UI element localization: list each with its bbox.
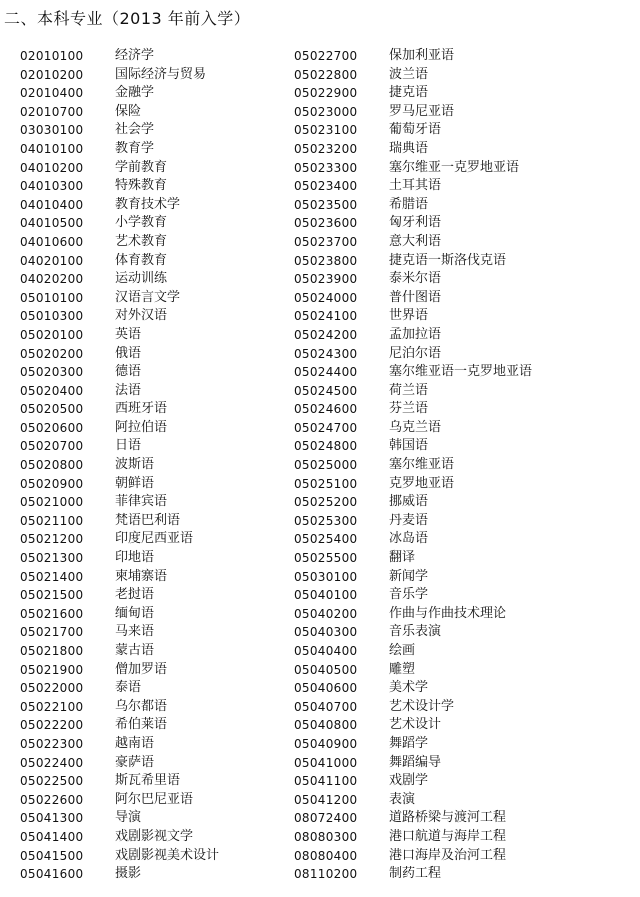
major-code: 05025200 [294, 495, 358, 510]
major-name: 波兰语 [389, 66, 429, 82]
major-row [294, 140, 532, 159]
major-row [294, 698, 532, 717]
major-name: 僧加罗语 [115, 661, 168, 677]
major-name: 学前教育 [115, 159, 168, 175]
major-name: 捷克语一斯洛伐克语 [389, 252, 507, 268]
major-row [294, 270, 532, 289]
major-name: 塞尔维亚语 [389, 457, 455, 473]
major-row [20, 791, 219, 810]
major-row [294, 679, 532, 698]
major-code: 05021200 [20, 532, 84, 547]
major-code: 05023200 [294, 141, 358, 156]
major-name: 国际经济与贸易 [115, 66, 207, 82]
major-row [294, 214, 532, 233]
major-name: 葡萄牙语 [389, 122, 442, 138]
major-name: 丹麦语 [389, 512, 429, 528]
major-name: 法语 [115, 382, 142, 398]
major-code: 05024700 [294, 420, 358, 435]
major-name: 表演 [389, 791, 416, 807]
major-row [294, 772, 532, 791]
major-name: 特殊教育 [115, 178, 168, 194]
major-name: 日语 [115, 438, 142, 454]
major-code: 05040700 [294, 699, 358, 714]
major-name: 体育教育 [115, 252, 168, 268]
major-name: 蒙古语 [115, 643, 155, 658]
major-row [294, 121, 532, 140]
major-name: 朝鲜语 [115, 475, 155, 491]
major-row [294, 623, 532, 642]
major-row [20, 214, 219, 233]
major-code: 05023600 [294, 216, 358, 231]
major-name: 芬兰语 [389, 401, 429, 417]
major-code: 05022700 [294, 49, 358, 63]
major-name: 运动训练 [115, 271, 168, 287]
major-name: 金融学 [115, 85, 155, 101]
major-code: 05024200 [294, 327, 358, 342]
major-name: 艺术设计 [389, 717, 442, 733]
major-code: 05021900 [20, 662, 84, 677]
major-row [20, 66, 219, 85]
major-code: 04010600 [20, 234, 84, 249]
major-name: 绘画 [389, 643, 416, 658]
major-name: 翻译 [389, 550, 416, 566]
major-row [294, 754, 532, 773]
major-name: 艺术设计学 [389, 698, 455, 714]
major-name: 梵语巴利语 [115, 512, 181, 528]
major-code: 08080400 [294, 848, 358, 863]
major-name: 音乐学 [389, 587, 429, 603]
major-code: 05020500 [20, 402, 84, 417]
major-code: 05022200 [20, 718, 84, 733]
major-code: 05024500 [294, 383, 358, 398]
major-name: 导演 [115, 810, 142, 826]
major-code: 05024400 [294, 365, 358, 380]
major-row [20, 568, 219, 587]
major-row [20, 140, 219, 159]
major-row [20, 289, 219, 308]
major-code: 05022800 [294, 67, 358, 82]
major-row [294, 345, 532, 364]
major-name: 罗马尼亚语 [389, 103, 455, 119]
major-row [294, 437, 532, 456]
major-row [20, 605, 219, 624]
major-row [294, 549, 532, 568]
major-name: 保险 [115, 103, 142, 119]
major-row [20, 270, 219, 289]
major-row [294, 326, 532, 345]
major-row [294, 568, 532, 587]
major-code: 05024600 [294, 402, 358, 417]
major-name: 道路桥梁与渡河工程 [389, 810, 507, 826]
major-name: 捷克语 [389, 85, 429, 101]
major-name: 马来语 [115, 624, 155, 640]
major-row [294, 307, 532, 326]
major-name: 印地语 [115, 550, 155, 566]
major-row [20, 326, 219, 345]
major-name: 泰语 [115, 680, 142, 696]
major-name: 塞尔维亚一克罗地亚语 [389, 159, 520, 175]
major-name: 美术学 [389, 680, 429, 696]
major-row [294, 382, 532, 401]
major-code: 05040900 [294, 736, 358, 751]
major-code: 05021500 [20, 588, 84, 603]
major-code: 05040500 [294, 662, 358, 677]
major-name: 俄语 [115, 345, 142, 361]
major-row [294, 847, 532, 866]
major-row [294, 716, 532, 735]
major-code: 05020900 [20, 476, 84, 491]
major-code: 05041400 [20, 829, 84, 844]
major-code: 05041000 [294, 755, 358, 770]
major-name: 社会学 [115, 122, 155, 138]
major-row [20, 642, 219, 661]
major-row [20, 865, 219, 884]
major-name: 韩国语 [389, 438, 429, 454]
major-row [20, 419, 219, 438]
major-row [294, 289, 532, 308]
major-row [20, 252, 219, 271]
major-name: 英语 [115, 326, 142, 342]
major-code: 05020400 [20, 383, 84, 398]
major-code: 05025100 [294, 476, 358, 491]
major-row [20, 437, 219, 456]
major-row [20, 847, 219, 866]
major-name: 汉语言文学 [115, 289, 181, 305]
major-code: 05023700 [294, 234, 358, 249]
major-row [294, 252, 532, 271]
major-code: 05021000 [20, 495, 84, 510]
major-code: 05020600 [20, 420, 84, 435]
major-name: 作曲与作曲技术理论 [389, 605, 507, 621]
major-code: 05022500 [20, 774, 84, 789]
major-row [294, 159, 532, 178]
major-name: 阿拉伯语 [115, 419, 168, 435]
major-row [294, 66, 532, 85]
major-name: 荷兰语 [389, 382, 429, 398]
major-row [20, 103, 219, 122]
major-code: 05023900 [294, 272, 358, 287]
major-code: 05021800 [20, 644, 84, 658]
major-row [20, 159, 219, 178]
major-name: 乌尔都语 [115, 698, 168, 714]
major-code: 02010400 [20, 86, 84, 101]
major-code: 05025400 [294, 532, 358, 547]
major-name: 冰岛语 [389, 531, 429, 547]
major-name: 老挝语 [115, 587, 155, 603]
major-row [294, 661, 532, 680]
major-code: 05022100 [20, 699, 84, 714]
major-row [294, 642, 532, 661]
major-row [20, 661, 219, 680]
major-code: 05021700 [20, 625, 84, 640]
major-row [20, 549, 219, 568]
major-row [20, 512, 219, 531]
major-row [20, 345, 219, 364]
major-name: 泰米尔语 [389, 271, 442, 287]
major-code: 05024100 [294, 309, 358, 324]
major-row [294, 512, 532, 531]
major-code: 05022900 [294, 86, 358, 101]
major-code: 05041600 [20, 867, 84, 882]
major-row [294, 84, 532, 103]
major-row [294, 865, 532, 884]
major-name: 雕塑 [389, 661, 416, 677]
major-row [294, 363, 532, 382]
major-name: 斯瓦希里语 [115, 773, 181, 789]
major-code: 05025500 [294, 551, 358, 566]
major-name: 音乐表演 [389, 624, 442, 640]
major-code: 08080300 [294, 829, 358, 844]
major-code: 05022600 [20, 792, 84, 807]
major-row [294, 586, 532, 605]
major-row [294, 809, 532, 828]
major-name: 缅甸语 [115, 605, 155, 621]
major-name: 普什图语 [389, 289, 442, 305]
major-code: 02010100 [20, 49, 84, 63]
major-name: 柬埔寨语 [115, 568, 168, 584]
major-list-left [20, 47, 219, 884]
major-code: 05022000 [20, 681, 84, 696]
major-row [294, 475, 532, 494]
major-code: 05041200 [294, 792, 358, 807]
major-name: 制药工程 [389, 866, 442, 882]
major-name: 希伯莱语 [115, 717, 168, 733]
major-code: 05021600 [20, 606, 84, 621]
major-row [294, 177, 532, 196]
major-code: 02010200 [20, 67, 84, 82]
major-row [294, 828, 532, 847]
major-code: 08110200 [294, 867, 358, 882]
major-name: 保加利亚语 [389, 48, 455, 63]
major-name: 印度尼西亚语 [115, 531, 194, 547]
major-code: 05020200 [20, 346, 84, 361]
major-name: 戏剧影视美术设计 [115, 847, 220, 863]
major-row [294, 196, 532, 215]
major-name: 孟加拉语 [389, 326, 442, 342]
major-row [20, 623, 219, 642]
major-code: 05022300 [20, 736, 84, 751]
major-code: 05041100 [294, 774, 358, 789]
major-code: 05024300 [294, 346, 358, 361]
major-row [294, 400, 532, 419]
major-name: 摄影 [115, 866, 142, 882]
major-row [20, 828, 219, 847]
major-code: 04020100 [20, 253, 84, 268]
major-name: 德语 [115, 364, 142, 380]
major-name: 世界语 [389, 308, 429, 324]
major-code: 05021400 [20, 569, 84, 584]
major-name: 西班牙语 [115, 401, 168, 417]
major-code: 05023800 [294, 253, 358, 268]
major-row [20, 177, 219, 196]
major-row [294, 456, 532, 475]
section-heading: 二、本科专业（2013 年前入学） [4, 9, 251, 28]
major-name: 舞蹈编导 [389, 754, 442, 770]
major-code: 05041500 [20, 848, 84, 863]
major-name: 豪萨语 [115, 754, 155, 770]
major-code: 05020800 [20, 458, 84, 473]
major-row [294, 419, 532, 438]
major-code: 05020700 [20, 439, 84, 454]
major-code: 05040300 [294, 625, 358, 640]
major-code: 04010100 [20, 141, 84, 156]
major-code: 05023400 [294, 179, 358, 194]
major-row [20, 84, 219, 103]
major-row [20, 530, 219, 549]
major-name: 阿尔巴尼亚语 [115, 791, 194, 807]
major-name: 新闻学 [389, 568, 429, 584]
major-code: 04010200 [20, 160, 84, 175]
major-row [20, 47, 219, 66]
major-code: 08072400 [294, 811, 358, 826]
major-row [294, 493, 532, 512]
major-code: 04010400 [20, 197, 84, 212]
major-name: 教育学 [115, 140, 155, 156]
major-name: 港口航道与海岸工程 [389, 828, 507, 844]
major-name: 土耳其语 [389, 178, 442, 194]
major-row [294, 47, 532, 66]
major-row [20, 307, 219, 326]
major-row [20, 196, 219, 215]
major-row [20, 233, 219, 252]
major-row [294, 605, 532, 624]
major-row [20, 754, 219, 773]
major-name: 小学教育 [115, 215, 168, 231]
major-name: 匈牙利语 [389, 215, 442, 231]
major-code: 05040600 [294, 681, 358, 696]
major-code: 02010700 [20, 104, 84, 119]
major-name: 越南语 [115, 735, 155, 751]
major-row [20, 493, 219, 512]
major-code: 05023300 [294, 160, 358, 175]
major-code: 05010100 [20, 290, 84, 305]
major-name: 乌克兰语 [389, 419, 442, 435]
major-code: 05022400 [20, 755, 84, 770]
major-code: 05025300 [294, 513, 358, 528]
major-row [294, 233, 532, 252]
major-name: 挪威语 [389, 494, 429, 510]
major-row [20, 772, 219, 791]
major-code: 05030100 [294, 569, 358, 584]
major-name: 克罗地亚语 [389, 475, 455, 491]
major-row [20, 475, 219, 494]
major-code: 05020300 [20, 365, 84, 380]
major-row [20, 382, 219, 401]
major-name: 艺术教育 [115, 233, 168, 249]
major-name: 对外汉语 [115, 308, 168, 324]
major-code: 04010300 [20, 179, 84, 194]
major-name: 意大利语 [389, 233, 442, 249]
major-code: 05021100 [20, 513, 84, 528]
major-row [20, 363, 219, 382]
major-name: 戏剧影视文学 [115, 828, 194, 844]
major-row [20, 586, 219, 605]
major-name: 戏剧学 [389, 773, 429, 789]
major-name: 波斯语 [115, 457, 155, 473]
major-code: 04010500 [20, 216, 84, 231]
major-row [20, 456, 219, 475]
major-name: 菲律宾语 [115, 494, 168, 510]
major-row [20, 735, 219, 754]
major-code: 05040100 [294, 588, 358, 603]
major-name: 塞尔维亚语一克罗地亚语 [389, 364, 533, 380]
major-row [294, 735, 532, 754]
major-row [20, 400, 219, 419]
major-code: 05024000 [294, 290, 358, 305]
major-name: 希腊语 [389, 196, 429, 212]
major-code: 05020100 [20, 327, 84, 342]
major-name: 尼泊尔语 [389, 345, 442, 361]
major-code: 05021300 [20, 551, 84, 566]
major-code: 04020200 [20, 272, 84, 287]
major-name: 舞蹈学 [389, 735, 429, 751]
major-code: 05024800 [294, 439, 358, 454]
major-row [294, 103, 532, 122]
major-code: 05010300 [20, 309, 84, 324]
major-row [20, 809, 219, 828]
major-code: 05023500 [294, 197, 358, 212]
major-code: 05040800 [294, 718, 358, 733]
major-code: 05025000 [294, 458, 358, 473]
major-code: 05023000 [294, 104, 358, 119]
major-row [294, 791, 532, 810]
major-code: 05041300 [20, 811, 84, 826]
major-row [294, 530, 532, 549]
major-code: 05040400 [294, 644, 358, 658]
major-name: 经济学 [115, 48, 155, 63]
major-list-right [294, 47, 532, 884]
major-row [20, 679, 219, 698]
major-row [20, 716, 219, 735]
major-code: 03030100 [20, 123, 84, 138]
major-code: 05023100 [294, 123, 358, 138]
major-name: 港口海岸及治河工程 [389, 847, 507, 863]
major-name: 瑞典语 [389, 140, 429, 156]
major-code: 05040200 [294, 606, 358, 621]
major-row [20, 698, 219, 717]
major-row [20, 121, 219, 140]
major-name: 教育技术学 [115, 196, 181, 212]
